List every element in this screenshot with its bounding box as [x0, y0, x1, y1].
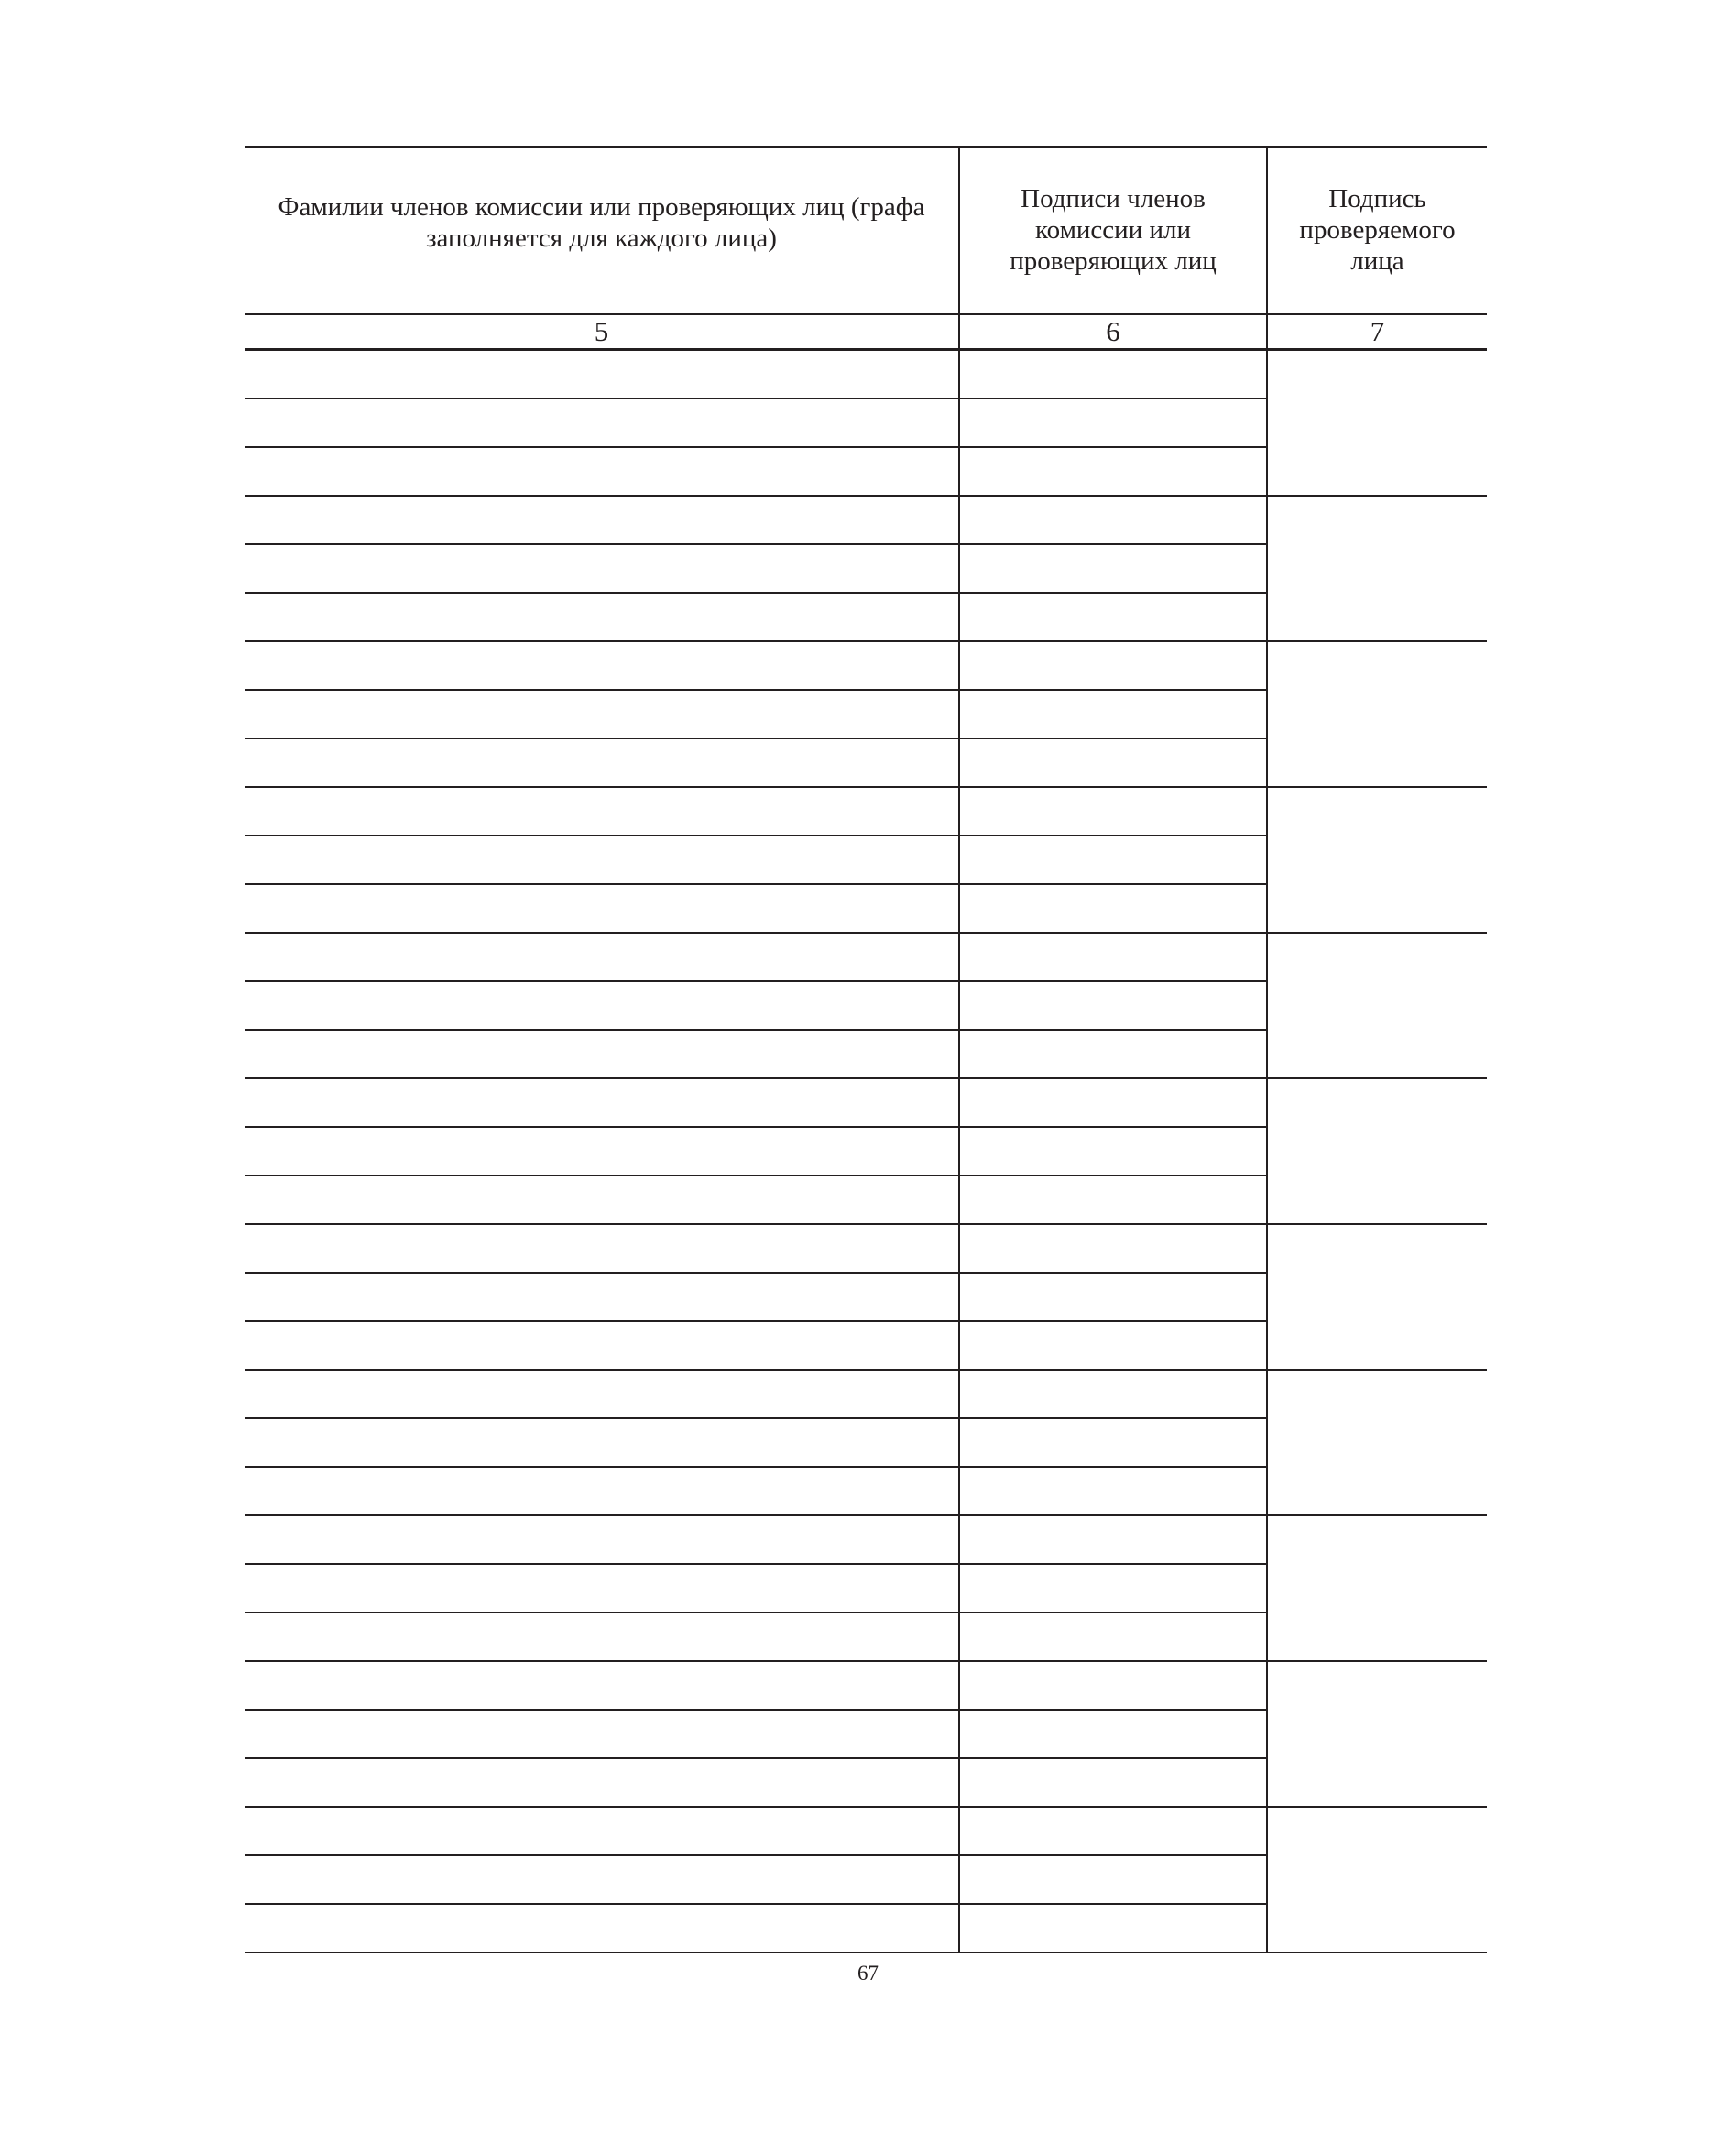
member-signature-cell[interactable] [959, 1613, 1267, 1661]
table-row [245, 350, 1487, 399]
member-signature-cell[interactable] [959, 1370, 1267, 1418]
member-signature-cell[interactable] [959, 836, 1267, 884]
table-row [245, 1515, 1487, 1564]
table-row [245, 1370, 1487, 1418]
member-name-cell[interactable] [245, 399, 959, 447]
member-signature-cell[interactable] [959, 1710, 1267, 1758]
checked-person-signature-cell[interactable] [1267, 787, 1487, 933]
member-signature-cell[interactable] [959, 641, 1267, 690]
member-name-cell[interactable] [245, 1418, 959, 1467]
member-name-cell[interactable] [245, 496, 959, 544]
member-name-cell[interactable] [245, 738, 959, 787]
member-signature-cell[interactable] [959, 1807, 1267, 1855]
member-name-cell[interactable] [245, 1613, 959, 1661]
member-name-cell[interactable] [245, 1855, 959, 1904]
member-name-cell[interactable] [245, 1030, 959, 1078]
table-row [245, 933, 1487, 981]
member-signature-cell[interactable] [959, 1904, 1267, 1952]
member-signature-cell[interactable] [959, 1175, 1267, 1224]
member-name-cell[interactable] [245, 884, 959, 933]
member-name-cell[interactable] [245, 981, 959, 1030]
header-commission-members-names: Фамилии членов комиссии или проверяющих лиц (графа заполняется для каждого лица) [245, 147, 959, 314]
member-signature-cell[interactable] [959, 1661, 1267, 1710]
member-name-cell[interactable] [245, 447, 959, 496]
page-number: 67 [857, 1962, 879, 1984]
member-signature-cell[interactable] [959, 593, 1267, 641]
member-signature-cell[interactable] [959, 1515, 1267, 1564]
checked-person-signature-cell[interactable] [1267, 641, 1487, 787]
member-signature-cell[interactable] [959, 1273, 1267, 1321]
member-signature-cell[interactable] [959, 1078, 1267, 1127]
member-name-cell[interactable] [245, 1467, 959, 1515]
member-name-cell[interactable] [245, 787, 959, 836]
inspection-signatures-table [245, 146, 1487, 1953]
column-number-5: 5 [245, 314, 959, 350]
table-header-row [245, 147, 1487, 314]
member-name-cell[interactable] [245, 1370, 959, 1418]
checked-person-signature-cell[interactable] [1267, 496, 1487, 641]
member-signature-cell[interactable] [959, 1030, 1267, 1078]
checked-person-signature-cell[interactable] [1267, 1078, 1487, 1224]
table-row [245, 1078, 1487, 1127]
column-number-6: 6 [959, 314, 1267, 350]
checked-person-signature-cell[interactable] [1267, 350, 1487, 496]
checked-person-signature-cell[interactable] [1267, 1807, 1487, 1952]
table-row [245, 1224, 1487, 1273]
checked-person-signature-cell[interactable] [1267, 1661, 1487, 1807]
member-name-cell[interactable] [245, 1321, 959, 1370]
member-signature-cell[interactable] [959, 1418, 1267, 1467]
member-signature-cell[interactable] [959, 1321, 1267, 1370]
member-signature-cell[interactable] [959, 544, 1267, 593]
member-signature-cell[interactable] [959, 933, 1267, 981]
member-signature-cell[interactable] [959, 1127, 1267, 1175]
member-name-cell[interactable] [245, 1078, 959, 1127]
member-signature-cell[interactable] [959, 981, 1267, 1030]
member-name-cell[interactable] [245, 933, 959, 981]
table-row [245, 1807, 1487, 1855]
checked-person-signature-cell[interactable] [1267, 1224, 1487, 1370]
member-signature-cell[interactable] [959, 690, 1267, 738]
member-name-cell[interactable] [245, 1224, 959, 1273]
member-name-cell[interactable] [245, 593, 959, 641]
member-name-cell[interactable] [245, 836, 959, 884]
checked-person-signature-cell[interactable] [1267, 1370, 1487, 1515]
member-signature-cell[interactable] [959, 399, 1267, 447]
member-name-cell[interactable] [245, 1807, 959, 1855]
member-name-cell[interactable] [245, 1127, 959, 1175]
member-signature-cell[interactable] [959, 350, 1267, 399]
member-signature-cell[interactable] [959, 1564, 1267, 1613]
member-name-cell[interactable] [245, 1515, 959, 1564]
member-signature-cell[interactable] [959, 447, 1267, 496]
header-checked-person-signature: Подпись проверяемого лица [1267, 147, 1487, 314]
member-signature-cell[interactable] [959, 738, 1267, 787]
checked-person-signature-cell[interactable] [1267, 1515, 1487, 1661]
member-signature-cell[interactable] [959, 1758, 1267, 1807]
table-row [245, 787, 1487, 836]
member-signature-cell[interactable] [959, 787, 1267, 836]
member-name-cell[interactable] [245, 1904, 959, 1952]
member-name-cell[interactable] [245, 1564, 959, 1613]
member-name-cell[interactable] [245, 1273, 959, 1321]
member-name-cell[interactable] [245, 690, 959, 738]
member-name-cell[interactable] [245, 1661, 959, 1710]
member-signature-cell[interactable] [959, 1855, 1267, 1904]
member-name-cell[interactable] [245, 641, 959, 690]
table-row [245, 641, 1487, 690]
header-commission-members-signatures: Подписи членов комиссии или проверяющих лиц [959, 147, 1267, 314]
table-body [245, 350, 1487, 1952]
member-name-cell[interactable] [245, 1175, 959, 1224]
member-name-cell[interactable] [245, 1758, 959, 1807]
member-signature-cell[interactable] [959, 1224, 1267, 1273]
member-signature-cell[interactable] [959, 884, 1267, 933]
table-row [245, 1661, 1487, 1710]
table-row [245, 496, 1487, 544]
member-name-cell[interactable] [245, 1710, 959, 1758]
column-numbers-row [245, 314, 1487, 350]
checked-person-signature-cell[interactable] [1267, 933, 1487, 1078]
member-signature-cell[interactable] [959, 496, 1267, 544]
member-name-cell[interactable] [245, 350, 959, 399]
member-name-cell[interactable] [245, 544, 959, 593]
column-number-7: 7 [1267, 314, 1487, 350]
member-signature-cell[interactable] [959, 1467, 1267, 1515]
